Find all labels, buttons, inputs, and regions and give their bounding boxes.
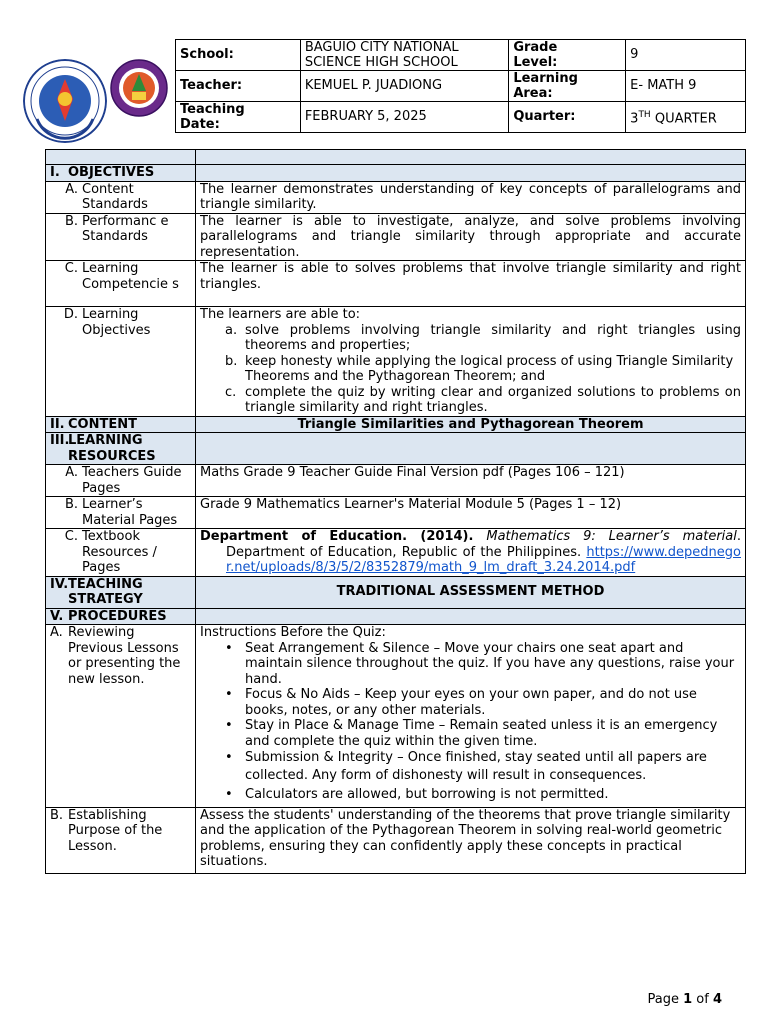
textbook-resources-text: Department of Education. (2014). Mathematics 9: Learner’s material. Department of Education, Republic of the Philippines. https://www.depednegor.net/uploads/8/3/5/2/8352879/math_9_lm_draft_3.24.2014.pdf bbox=[196, 529, 746, 577]
table-row bbox=[46, 625, 746, 808]
content-value: Triangle Similarities and Pythagorean Theorem bbox=[196, 416, 746, 433]
procedures-heading-row bbox=[46, 608, 746, 625]
learning-objectives-intro: The learners are able to: bbox=[200, 307, 361, 322]
grade-level-value: 9 bbox=[626, 40, 746, 71]
learning-objectives-text bbox=[196, 307, 746, 417]
quarter-label: Quarter: bbox=[509, 102, 626, 133]
table-row bbox=[46, 307, 746, 417]
deped-seal-icon bbox=[23, 59, 107, 143]
content-heading: II. CONTENT bbox=[46, 416, 196, 433]
list-item: c. complete the quiz by writing clear and organized solutions to problems on triangle similarity and right triangles. bbox=[225, 384, 741, 415]
quarter-value: 3TH QUARTER bbox=[626, 102, 746, 133]
learning-objectives-label: D. Learning Objectives bbox=[46, 307, 196, 417]
school-label: School: bbox=[176, 40, 301, 71]
textbook-resources-label: C. Textbook Resources / Pages bbox=[46, 529, 196, 577]
page-number: Page 1 of 4 bbox=[647, 992, 722, 1007]
objectives-heading-row bbox=[46, 165, 746, 182]
teaching-date-value: FEBRUARY 5, 2025 bbox=[300, 102, 509, 133]
content-row bbox=[46, 416, 746, 433]
table-row bbox=[46, 465, 746, 497]
strategy-heading: IV. TEACHING STRATEGY bbox=[46, 576, 196, 608]
school-value: BAGUIO CITY NATIONAL SCIENCE HIGH SCHOOL bbox=[300, 40, 509, 71]
strategy-value: TRADITIONAL ASSESSMENT METHOD bbox=[196, 576, 746, 608]
strategy-row bbox=[46, 576, 746, 608]
learning-objectives-list bbox=[200, 323, 741, 416]
teachers-guide-label: A. Teachers Guide Pages bbox=[46, 465, 196, 497]
reviewing-lessons-text bbox=[196, 625, 746, 808]
table-row bbox=[46, 497, 746, 529]
establishing-purpose-label: B. Establishing Purpose of the Lesson. bbox=[46, 807, 196, 873]
resources-heading: III. LEARNING RESOURCES bbox=[46, 433, 196, 465]
performance-standards-label: B. Performanc e Standards bbox=[46, 213, 196, 261]
table-row bbox=[46, 529, 746, 577]
establishing-purpose-text: Assess the students' understanding of the theorems that prove triangle similarity and the application of the Pythagorean Theorem in solving real-world geometric problems, ensuring they can confidently apply these concepts in practical situations. bbox=[196, 807, 746, 873]
list-item: b. keep honesty while applying the logical process of using Triangle Similarity Theorems and the Pythagorean Theorem; and bbox=[225, 353, 734, 384]
quiz-instructions-list bbox=[200, 641, 741, 803]
teachers-guide-text: Maths Grade 9 Teacher Guide Final Version pdf (Pages 106 – 121) bbox=[196, 465, 746, 497]
reviewing-lessons-label: A. Reviewing Previous Lessons or presenting the new lesson. bbox=[46, 625, 196, 808]
teacher-value: KEMUEL P. JUADIONG bbox=[300, 71, 509, 102]
objectives-heading: I. OBJECTIVES bbox=[46, 165, 196, 182]
list-item: • Submission & Integrity – Once finished, stay seated until all papers are collected. Any form of dishonesty will result in consequences. bbox=[245, 749, 741, 785]
list-item: • Focus & No Aids – Keep your eyes on your own paper, and do not use books, notes, or any other materials. bbox=[245, 687, 741, 718]
quiz-instructions-intro: Instructions Before the Quiz: bbox=[200, 625, 386, 640]
performance-standards-text: The learner is able to investigate, analyze, and solve problems involving parallelograms and triangle similarity through appropriate and accurate representation. bbox=[196, 213, 746, 261]
learners-material-text: Grade 9 Mathematics Learner's Material Module 5 (Pages 1 – 12) bbox=[196, 497, 746, 529]
table-row bbox=[46, 213, 746, 261]
table-row bbox=[46, 181, 746, 213]
lesson-plan-table bbox=[45, 149, 746, 874]
content-standards-label: A. Content Standards bbox=[46, 181, 196, 213]
learning-area-label: Learning Area: bbox=[509, 71, 626, 102]
content-standards-text: The learner demonstrates understanding of key concepts of parallelograms and triangle similarity. bbox=[196, 181, 746, 213]
textbook-link[interactable]: https://www.depednegor.net/uploads/8/3/5/2/8352879/math_9_lm_draft_3.24.2014.pdf bbox=[226, 544, 741, 575]
teacher-label: Teacher: bbox=[176, 71, 301, 102]
list-item: • Stay in Place & Manage Time – Remain seated unless it is an emergency and complete the quiz within the given time. bbox=[245, 718, 741, 749]
list-item: • Calculators are allowed, but borrowing is not permitted. bbox=[245, 787, 741, 803]
list-item: • Seat Arrangement & Silence – Move your chairs one seat apart and maintain silence throughout the quiz. If you have any questions, raise your hand. bbox=[245, 641, 741, 688]
learning-competencies-text: The learner is able to solves problems that involve triangle similarity and right triangles. bbox=[196, 261, 746, 307]
learners-material-label: B. Learner’s Material Pages bbox=[46, 497, 196, 529]
resources-heading-row bbox=[46, 433, 746, 465]
header-info-table bbox=[175, 39, 746, 133]
grade-level-label: Grade Level: bbox=[509, 40, 626, 71]
learning-competencies-label: C. Learning Competencie s bbox=[46, 261, 196, 307]
table-row bbox=[46, 807, 746, 873]
teaching-date-label: Teaching Date: bbox=[176, 102, 301, 133]
school-seal-icon bbox=[110, 59, 168, 117]
learning-area-value: E- MATH 9 bbox=[626, 71, 746, 102]
table-row bbox=[46, 261, 746, 307]
procedures-heading: V. PROCEDURES bbox=[46, 608, 196, 625]
list-item: a. solve problems involving triangle similarity and right triangles using theorems and properties; bbox=[225, 322, 741, 353]
